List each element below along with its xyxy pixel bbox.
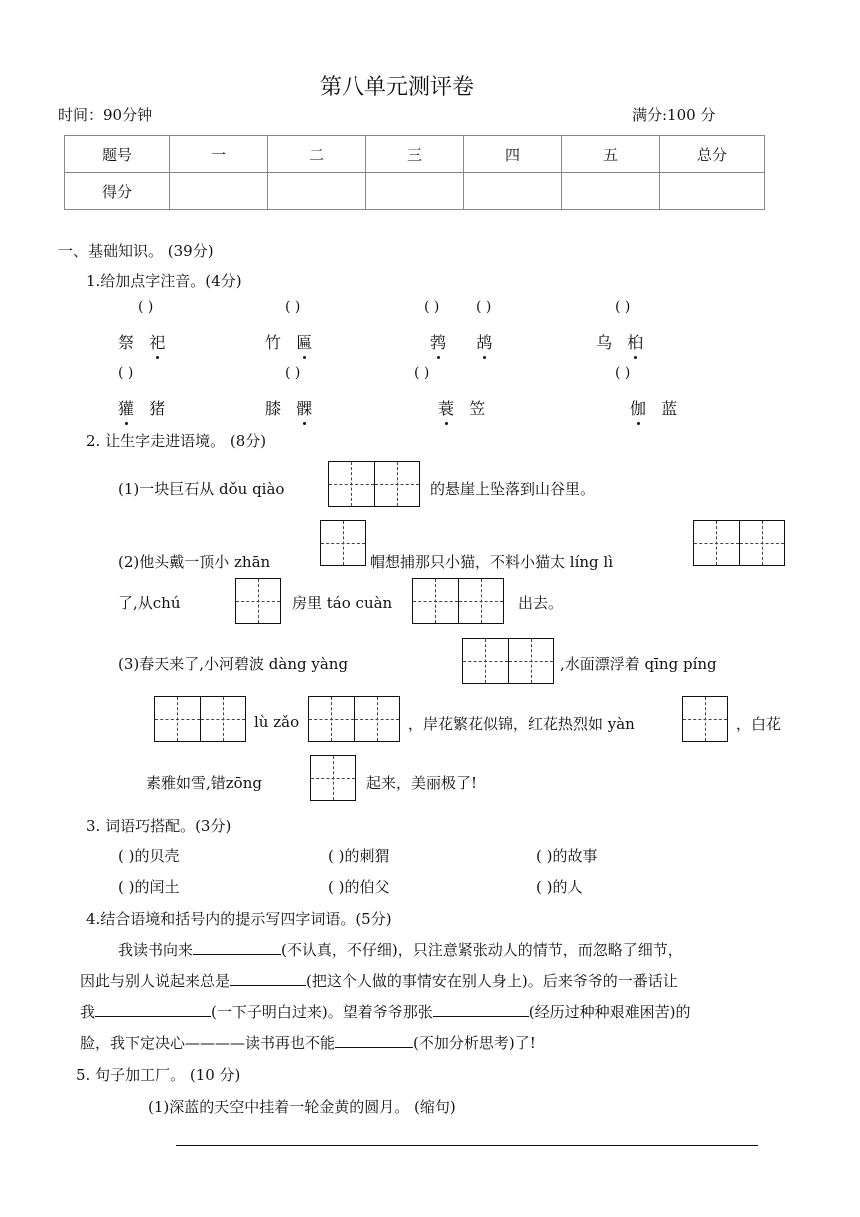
- answer-blank[interactable]: ( ): [285, 299, 301, 315]
- answer-blank[interactable]: ( ): [138, 299, 154, 315]
- score-input-cell[interactable]: [170, 173, 268, 210]
- character-grid[interactable]: [412, 578, 504, 624]
- score-input-cell[interactable]: [268, 173, 366, 210]
- paragraph-line: 因此与别人说起来总是 (把这个人做的事情安在别人身上)。后来爷爷的一番话让: [80, 969, 678, 991]
- sentence-text: 素雅如雪,错zōng: [146, 774, 262, 792]
- section-heading: 一、基础知识。 (39分): [58, 242, 214, 260]
- question-heading: 2. 让生字走进语境。 (8分): [86, 432, 267, 450]
- table-row: [65, 136, 765, 173]
- answer-line[interactable]: [176, 1145, 758, 1146]
- question-heading: 1.给加点字注音。(4分): [86, 272, 242, 290]
- table-header-cell: 四: [464, 136, 562, 173]
- fill-blank[interactable]: [433, 1000, 529, 1017]
- score-input-cell[interactable]: [660, 173, 765, 210]
- table-header-cell: 一: [170, 136, 268, 173]
- sentence-text: lù zǎo: [254, 713, 300, 731]
- match-item[interactable]: ( )的刺猬: [328, 847, 390, 865]
- table-header-cell: 题号: [65, 136, 170, 173]
- sentence-text: 出去。: [518, 594, 564, 612]
- table-header-cell: 五: [562, 136, 660, 173]
- score-table: [64, 135, 765, 210]
- fill-blank[interactable]: [95, 1000, 211, 1017]
- character-grid[interactable]: [308, 696, 400, 742]
- word-item: 伽 蓝: [630, 396, 677, 419]
- sentence-text: (1)深蓝的天空中挂着一轮金黄的圆月。 (缩句): [148, 1098, 456, 1116]
- character-grid[interactable]: [235, 578, 281, 624]
- table-header-cell: 二: [268, 136, 366, 173]
- fill-blank[interactable]: [335, 1031, 413, 1048]
- match-item[interactable]: ( )的闰土: [118, 878, 180, 896]
- question-heading: 4.结合语境和括号内的提示写四字词语。(5分): [86, 910, 392, 928]
- table-row: [65, 173, 765, 210]
- answer-blank[interactable]: ( ): [118, 365, 134, 381]
- word-item: 乌 桕: [596, 330, 643, 353]
- sentence-text: 的悬崖上坠落到山谷里。: [430, 480, 596, 498]
- sentence-text: (2)他头戴一顶小 zhān: [118, 553, 271, 571]
- match-item[interactable]: ( )的伯父: [328, 878, 390, 896]
- paragraph-line: 脸，我下定决心————读书再也不能 (不加分析思考)了!: [80, 1031, 536, 1053]
- word-item: 竹 匾: [265, 330, 312, 353]
- sentence-text: ,水面漂浮着 qīng píng: [560, 655, 717, 673]
- sentence-text: ，白花: [736, 715, 782, 733]
- fill-blank[interactable]: [193, 938, 281, 955]
- match-item[interactable]: ( )的故事: [536, 847, 598, 865]
- character-grid[interactable]: [320, 520, 366, 566]
- sentence-text: 起来，美丽极了!: [366, 774, 478, 792]
- page-title: 第八单元测评卷: [320, 75, 475, 100]
- character-grid[interactable]: [462, 638, 554, 684]
- character-grid[interactable]: [310, 755, 356, 801]
- word-item: 獾 猪: [118, 396, 165, 419]
- answer-blank[interactable]: ( ): [476, 299, 492, 315]
- word-item: 膝 髁: [265, 396, 312, 419]
- sentence-text: ，岸花繁花似锦，红花热烈如 yàn: [408, 715, 635, 733]
- character-grid[interactable]: [328, 461, 420, 507]
- word-item: 祭 祀: [118, 330, 165, 353]
- sentence-text: 了,从chú: [118, 594, 181, 612]
- score-input-cell[interactable]: [366, 173, 464, 210]
- sentence-text: 房里 táo cuàn: [292, 594, 393, 612]
- match-item[interactable]: ( )的人: [536, 878, 583, 896]
- table-header-cell: 总分: [660, 136, 765, 173]
- word-item: 蓑 笠: [438, 396, 485, 419]
- fill-blank[interactable]: [230, 969, 306, 986]
- paragraph-line: 我 (一下子明白过来)。望着爷爷那张 (经历过种种艰难困苦)的: [80, 1000, 690, 1022]
- table-header-cell: 三: [366, 136, 464, 173]
- paragraph-line: 我读书向来 (不认真，不仔细)，只注意紧张动人的情节，而忽略了细节，: [118, 938, 683, 960]
- answer-blank[interactable]: ( ): [615, 299, 631, 315]
- time-limit: 时间：90分钟: [58, 106, 153, 124]
- answer-blank[interactable]: ( ): [424, 299, 440, 315]
- question-heading: 3. 词语巧搭配。(3分): [86, 817, 232, 835]
- answer-blank[interactable]: ( ): [414, 365, 430, 381]
- character-grid[interactable]: [682, 696, 728, 742]
- sentence-text: (1)一块巨石从 dǒu qiào: [118, 480, 285, 498]
- match-item[interactable]: ( )的贝壳: [118, 847, 180, 865]
- score-input-cell[interactable]: [562, 173, 660, 210]
- character-grid[interactable]: [154, 696, 246, 742]
- answer-blank[interactable]: ( ): [615, 365, 631, 381]
- sentence-text: (3)春天来了,小河碧波 dàng yàng: [118, 655, 349, 673]
- full-score: 满分:100 分: [632, 106, 716, 124]
- score-input-cell[interactable]: [464, 173, 562, 210]
- question-heading: 5. 句子加工厂。 (10 分): [76, 1066, 241, 1084]
- score-label-cell: 得分: [65, 173, 170, 210]
- word-item: 鹁 鸪: [430, 330, 493, 353]
- sentence-text: 帽想捕那只小猫，不料小猫太 líng lì: [370, 553, 613, 571]
- answer-blank[interactable]: ( ): [285, 365, 301, 381]
- character-grid[interactable]: [693, 520, 785, 566]
